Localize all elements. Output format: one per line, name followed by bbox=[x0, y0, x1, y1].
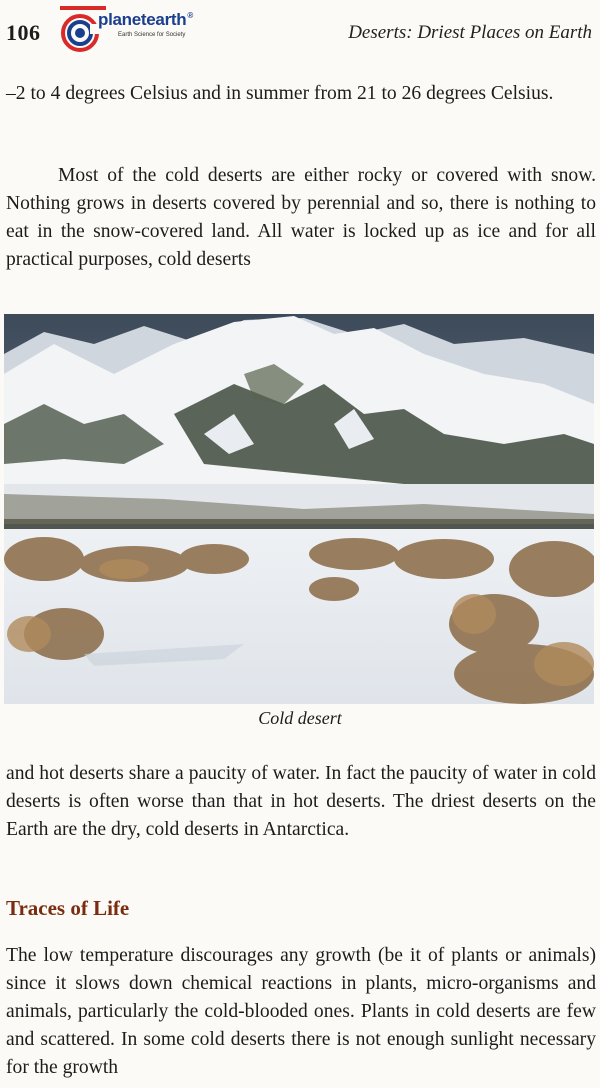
paragraph-3: and hot deserts share a paucity of water. In fact the paucity of water in cold deserts is often worse than that in hot deserts. The driest deserts on the Earth are the dry, cold deserts in Antarctica. bbox=[6, 763, 596, 840]
section-heading: Traces of Life bbox=[6, 896, 130, 920]
planetearth-logo bbox=[60, 6, 210, 58]
cold-desert-photo bbox=[4, 314, 594, 704]
paragraph-4: The low temperature discourages any growth (be it of plants or animals) since it slows down chemical reactions in plants, micro-organisms and animals, particularly the cold-blooded ones. Plants in cold deserts are few and scattered. In some cold deserts there is not enough sunlight necessary for the growth bbox=[6, 945, 596, 1078]
logo-wordmark: planetearth® bbox=[98, 10, 193, 29]
logo-tagline: Earth Science for Society bbox=[118, 32, 186, 38]
figure-caption: Cold desert bbox=[258, 708, 342, 728]
page-number: 106 bbox=[6, 20, 41, 45]
page-header bbox=[0, 0, 600, 64]
paragraph-1: –2 to 4 degrees Celsius and in summer from 21 to 26 degrees Celsius. bbox=[6, 83, 554, 104]
logo-globe-icon bbox=[60, 10, 100, 54]
paragraph-2: Most of the cold deserts are either rocky or covered with snow. Nothing grows in deserts covered by perennial and so, there is nothing to eat in the snow-covered land. All water is locked up as ice and for all practical purposes, cold deserts bbox=[6, 165, 596, 270]
running-title: Deserts: Driest Places on Earth bbox=[348, 22, 592, 43]
